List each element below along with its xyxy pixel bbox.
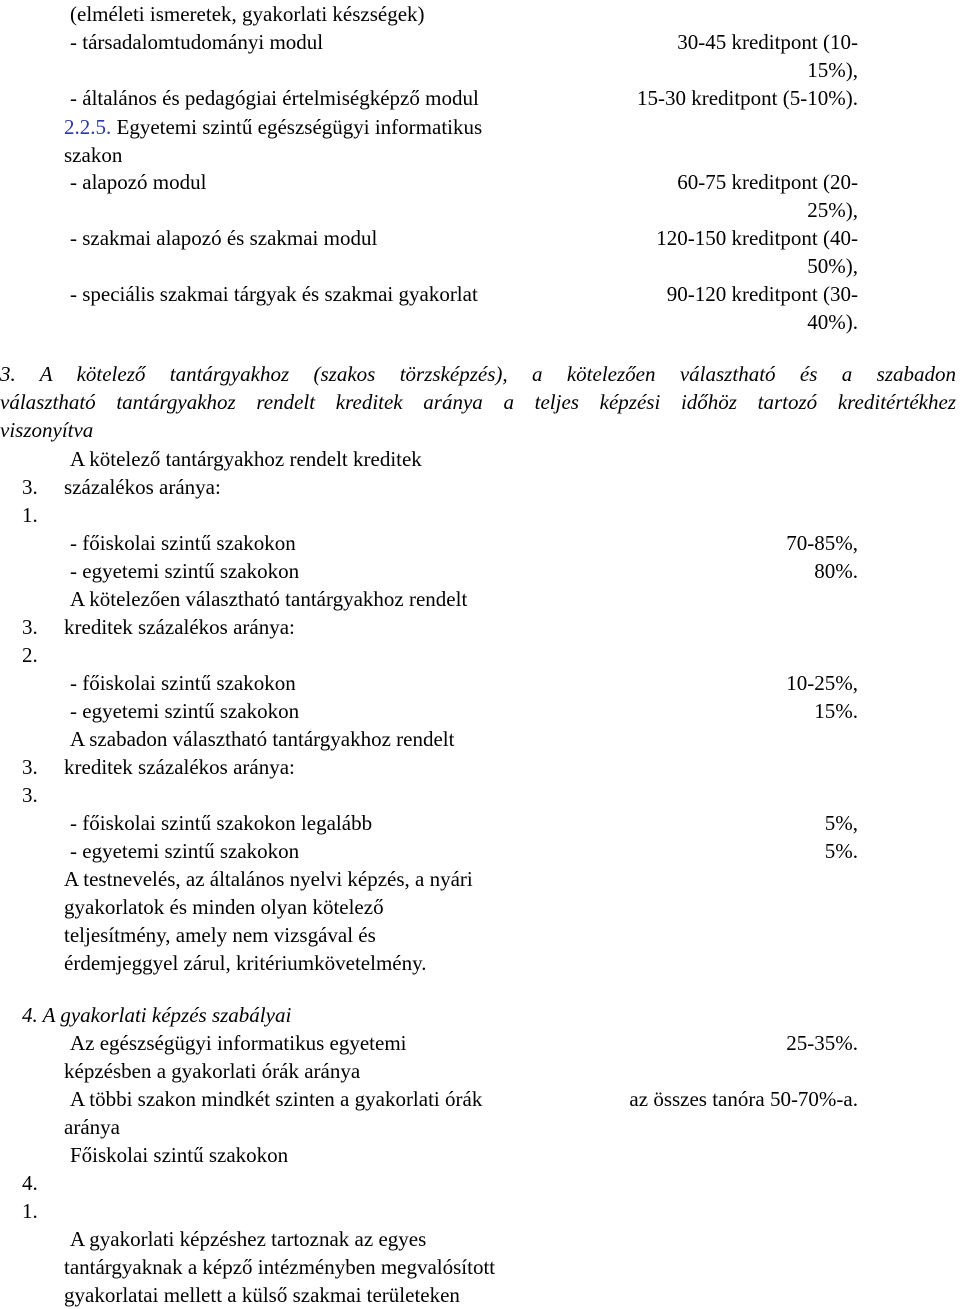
module-credit-value: 120-150 kreditpont (40- [656, 226, 858, 250]
practice-ratio-value: az összes tanóra 50-70%-a. [629, 1087, 858, 1111]
practice-ratio-label: Az egészségügyi informatikus egyetemi [70, 1031, 407, 1055]
ratio-label: - egyetemi szintű szakokon [70, 559, 300, 583]
module-label: - speciális szakmai tárgyak és szakmai gyakorlat [70, 282, 478, 306]
subsection-number: 3. [22, 615, 38, 639]
section-3-heading-line: viszonyítva [0, 418, 94, 442]
module-credit-value-cont: 15%), [807, 58, 858, 82]
note-line: A testnevelés, az általános nyelvi képzés, a nyári [64, 867, 473, 891]
paragraph-line: A gyakorlati képzéshez tartoznak az egyes [70, 1227, 427, 1251]
practice-ratio-label-cont: képzésben a gyakorlati órák aránya [64, 1059, 361, 1083]
module-credit-value-cont: 50%), [807, 254, 858, 278]
section-title-text: Egyetemi szintű egészségügyi informatikus [111, 115, 483, 139]
module-label: - szakmai alapozó és szakmai modul [70, 226, 378, 250]
practice-ratio-value: 25-35%. [786, 1031, 858, 1055]
module-label: - általános és pedagógiai értelmiségképző modul [70, 86, 479, 110]
section-4-heading: 4. A gyakorlati képzés szabályai [22, 1003, 292, 1027]
section-title-cont: szakon [64, 143, 123, 167]
paragraph-line: tantárgyaknak a képző intézményben megvalósított [64, 1255, 496, 1279]
subsection-title-cont: kreditek százalékos aránya: [64, 615, 295, 639]
ratio-value: 10-25%, [786, 671, 858, 695]
ratio-value: 5%, [824, 811, 858, 835]
subsection-number: 1. [22, 503, 38, 527]
module-label: - társadalomtudományi modul [70, 30, 324, 54]
note-line: teljesítmény, amely nem vizsgával és [64, 923, 376, 947]
module-credit-value-cont: 40%). [807, 310, 858, 334]
note-line: gyakorlatok és minden olyan kötelező [64, 895, 384, 919]
subsection-number: 2. [22, 643, 38, 667]
subsection-number: 1. [22, 1199, 38, 1223]
note-line: érdemjeggyel zárul, kritériumkövetelmény. [64, 951, 427, 975]
subsection-title: A kötelező tantárgyakhoz rendelt kreditek [70, 447, 422, 471]
module-credit-value: 15-30 kreditpont (5-10%). [636, 86, 858, 110]
subsection-title: Főiskolai szintű szakokon [70, 1143, 289, 1167]
subsection-number: 3. [22, 475, 38, 499]
module-credit-value: 60-75 kreditpont (20- [677, 170, 858, 194]
subsection-title-cont: kreditek százalékos aránya: [64, 755, 295, 779]
module-credit-value: 90-120 kreditpont (30- [666, 282, 858, 306]
section-3-heading-line: 3. A kötelező tantárgyakhoz (szakos törzsképzés), a kötelezően választható és a szabadon [0, 362, 956, 386]
ratio-value: 70-85%, [786, 531, 858, 555]
section-number: 2.2.5. [64, 115, 112, 139]
ratio-value: 15%. [814, 699, 858, 723]
subsection-number: 3. [22, 783, 38, 807]
paragraph-line: gyakorlatai mellett a külső szakmai területeken [64, 1283, 460, 1307]
section-3-heading-line: választható tantárgyakhoz rendelt kreditek aránya a teljes képzési időhöz tartozó kreditértékhez [0, 390, 956, 414]
ratio-value: 5%. [824, 839, 858, 863]
subsection-title-cont: százalékos aránya: [64, 475, 221, 499]
section-header-text: (elméleti ismeretek, gyakorlati készségek) [70, 2, 425, 26]
section-title [64, 114, 482, 140]
subsection-title: A kötelezően választható tantárgyakhoz rendelt [70, 587, 468, 611]
ratio-label: - egyetemi szintű szakokon [70, 839, 300, 863]
ratio-label: - egyetemi szintű szakokon [70, 699, 300, 723]
module-credit-value-cont: 25%), [807, 198, 858, 222]
ratio-label: - főiskolai szintű szakokon legalább [70, 811, 373, 835]
practice-ratio-label-cont: aránya [64, 1115, 120, 1139]
module-label: - alapozó modul [70, 170, 207, 194]
ratio-value: 80%. [814, 559, 858, 583]
subsection-number: 3. [22, 755, 38, 779]
ratio-label: - főiskolai szintű szakokon [70, 671, 296, 695]
subsection-number: 4. [22, 1171, 38, 1195]
practice-ratio-label: A többi szakon mindkét szinten a gyakorlati órák [70, 1087, 483, 1111]
ratio-label: - főiskolai szintű szakokon [70, 531, 296, 555]
module-credit-value: 30-45 kreditpont (10- [677, 30, 858, 54]
subsection-title: A szabadon választható tantárgyakhoz rendelt [70, 727, 455, 751]
